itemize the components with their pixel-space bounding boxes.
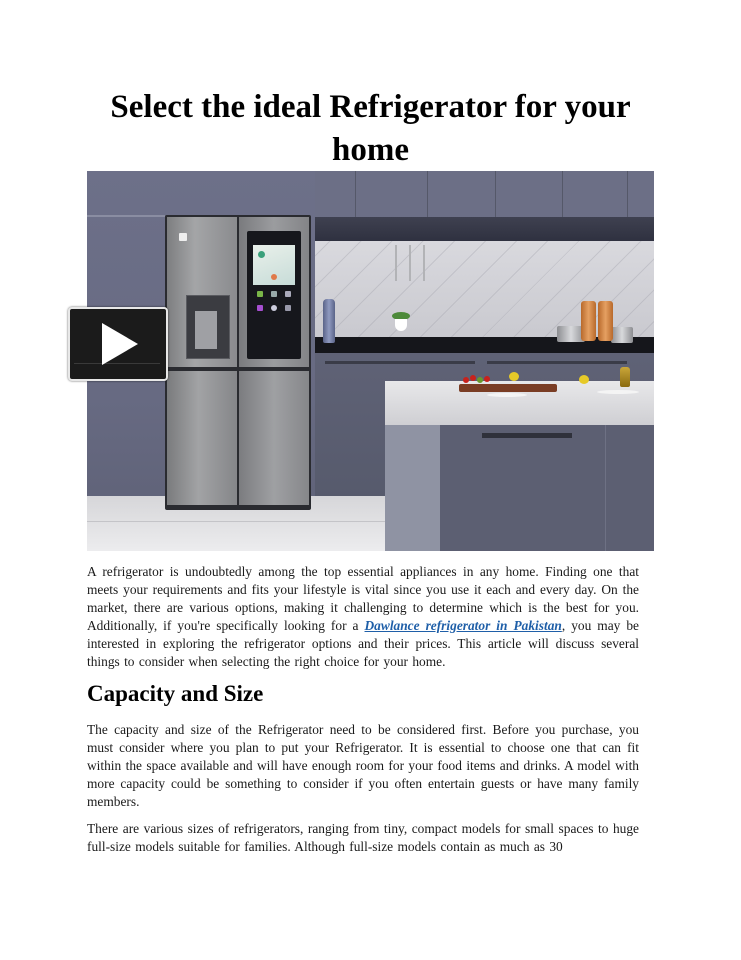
app-icon	[271, 305, 277, 311]
page-title: Select the ideal Refrigerator for your home	[110, 89, 631, 168]
capacity-paragraph-1: The capacity and size of the Refrigerator need to be considered first. Before you purchase, you must consider where you plan to put your Refrigerator. It is essential to choose one that can fit within the space available and will have enough room for your food items and drinks. A model with more capacity could be something to consider if you often entertain guests or have many family members.	[87, 722, 639, 809]
canister	[598, 301, 613, 341]
tomato	[463, 377, 469, 383]
island-side	[385, 425, 440, 551]
hero-image	[87, 171, 654, 551]
vase	[323, 299, 335, 343]
cabinet-seam	[495, 171, 496, 217]
freezer-drawer-right	[239, 371, 309, 505]
cabinet-seam	[87, 215, 165, 217]
dispenser-nozzle	[195, 311, 217, 349]
range-hood-shelf	[315, 217, 654, 241]
utensil	[409, 245, 411, 281]
cooking-pot	[611, 327, 633, 343]
app-icon	[257, 305, 263, 311]
island-seam	[605, 425, 606, 551]
utensil	[395, 245, 397, 281]
utensil	[423, 245, 425, 281]
upper-cabinets	[315, 171, 654, 217]
plate	[487, 393, 527, 397]
cabinet-seam	[562, 171, 563, 217]
dawlance-link[interactable]: Dawlance refrigerator in Pakistan	[364, 617, 562, 633]
brand-logo	[179, 233, 187, 241]
cabinet-handle	[487, 361, 627, 364]
app-icon	[285, 305, 291, 311]
island-handle	[482, 433, 572, 438]
tomato	[470, 375, 476, 381]
island-front	[440, 425, 654, 551]
floor-seam	[87, 521, 387, 522]
cabinet-seam	[355, 171, 356, 217]
screen-widget	[271, 274, 277, 280]
tomato	[484, 376, 490, 382]
lemon	[509, 372, 519, 381]
capacity-paragraph-2: There are various sizes of refrigerators, ranging from tiny, compact models for small spaces to huge full-size models suitable for families. Although full-size models contain as much as 30	[87, 821, 639, 854]
intro-text-continued: , you may be interested in exploring the refrigerator options and their prices. This article will discuss several things to consider when selecting the right choice for your home.	[87, 617, 640, 669]
tomato	[477, 377, 483, 383]
play-button[interactable]	[68, 307, 168, 381]
intro-text: A refrigerator is undoubtedly among the top essential appliances in any home. Finding one that meets your requirements and fits your lifestyle is vital since you use it each and every day. On the market, there are various options, making it challenging to determine which is the best for you. Additionally, if you're specifically looking for a	[87, 564, 639, 633]
screen-widget	[258, 251, 265, 258]
cabinet-seam	[627, 171, 628, 217]
cabinet-handle	[325, 361, 475, 364]
play-icon	[102, 323, 138, 365]
app-icon	[257, 291, 263, 297]
lemon	[579, 375, 589, 384]
cabinet-seam	[427, 171, 428, 217]
plant-pot	[395, 319, 407, 331]
app-icon	[285, 291, 291, 297]
intro-paragraph	[87, 563, 639, 670]
app-icon	[271, 291, 277, 297]
cutting-board	[459, 384, 557, 392]
oil-bottle	[620, 367, 630, 387]
canister	[581, 301, 596, 341]
freezer-drawer-left	[167, 371, 237, 505]
section-heading-capacity: Capacity and Size	[87, 681, 264, 706]
plate	[597, 390, 639, 394]
